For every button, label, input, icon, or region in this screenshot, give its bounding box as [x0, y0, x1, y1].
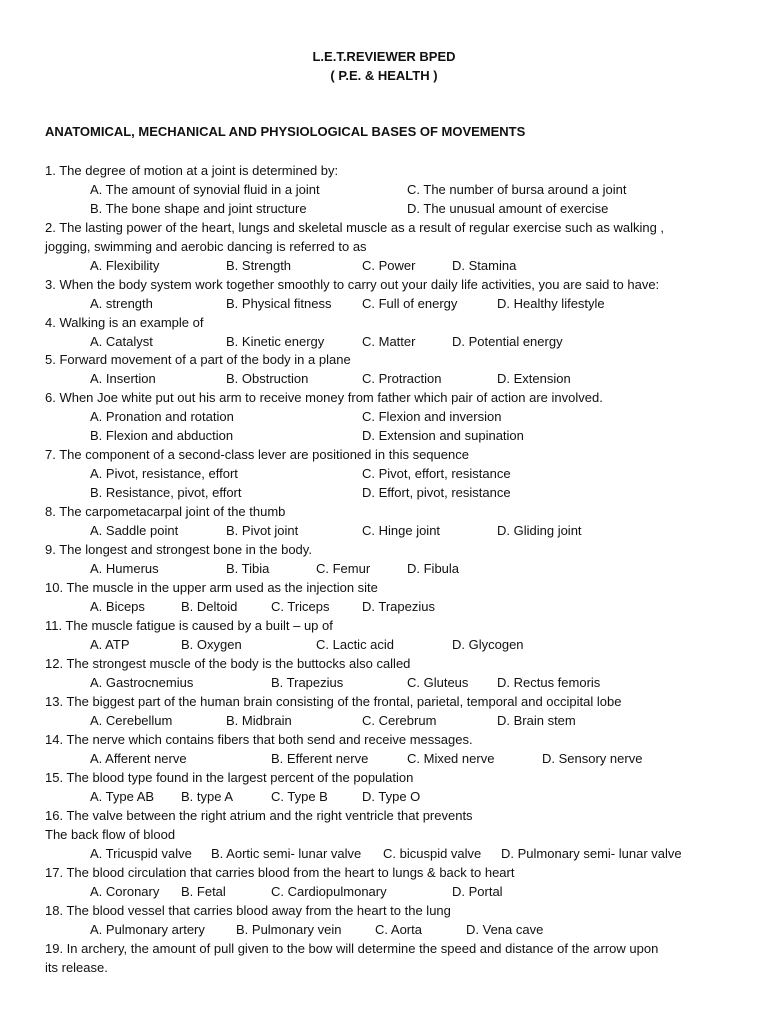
q7-option-a: A. Pivot, resistance, effort — [90, 466, 238, 481]
q12-option-d: D. Rectus femoris — [497, 675, 601, 690]
q18-option-d: D. Vena cave — [466, 922, 544, 937]
q8-option-a: A. Saddle point — [90, 523, 179, 538]
q16-option-b: B. Aortic semi- lunar valve — [211, 846, 362, 861]
q9-option-c: C. Femur — [316, 561, 371, 576]
q4-option-a: A. Catalyst — [90, 334, 153, 349]
q3-option-c: C. Full of energy — [362, 296, 458, 311]
q2-option-d: D. Stamina — [452, 258, 517, 273]
q15-option-c: C. Type B — [271, 789, 328, 804]
question-3: 3. When the body system work together smoothly to carry out your daily life activities, you are said to have: — [45, 277, 660, 292]
q18-option-c: C. Aorta — [375, 922, 422, 937]
question-13: 13. The biggest part of the human brain consisting of the frontal, parietal, temporal and occipital lobe — [45, 694, 622, 709]
q5-option-c: C. Protraction — [362, 371, 442, 386]
q6-option-b: B. Flexion and abduction — [90, 428, 234, 443]
document-subtitle: ( P.E. & HEALTH ) — [330, 68, 438, 83]
q6-option-a: A. Pronation and rotation — [90, 409, 234, 424]
q7-option-c: C. Pivot, effort, resistance — [362, 466, 511, 481]
q17-option-a: A. Coronary — [90, 884, 160, 899]
q12-option-a: A. Gastrocnemius — [90, 675, 194, 690]
q5-option-d: D. Extension — [497, 371, 571, 386]
question-7: 7. The component of a second-class lever are positioned in this sequence — [45, 447, 469, 462]
q6-option-d: D. Extension and supination — [362, 428, 524, 443]
q16-option-d: D. Pulmonary semi- lunar valve — [501, 846, 682, 861]
q15-option-d: D. Type O — [362, 789, 421, 804]
q11-option-d: D. Glycogen — [452, 637, 524, 652]
document-title: L.E.T.REVIEWER BPED — [312, 49, 456, 64]
q9-option-b: B. Tibia — [226, 561, 270, 576]
q15-option-a: A. Type AB — [90, 789, 155, 804]
q13-option-c: C. Cerebrum — [362, 713, 437, 728]
q18-option-b: B. Pulmonary vein — [236, 922, 342, 937]
question-4: 4. Walking is an example of — [45, 315, 204, 330]
q7-option-b: B. Resistance, pivot, effort — [90, 485, 242, 500]
q9-option-d: D. Fibula — [407, 561, 460, 576]
question-19-line-2: its release. — [45, 960, 108, 975]
question-12: 12. The strongest muscle of the body is the buttocks also called — [45, 656, 411, 671]
q12-option-c: C. Gluteus — [407, 675, 469, 690]
q12-option-b: B. Trapezius — [271, 675, 344, 690]
q2-option-c: C. Power — [362, 258, 416, 273]
question-10: 10. The muscle in the upper arm used as the injection site — [45, 580, 378, 595]
q11-option-a: A. ATP — [90, 637, 130, 652]
q14-option-b: B. Efferent nerve — [271, 751, 369, 766]
question-14: 14. The nerve which contains fibers that both send and receive messages. — [45, 732, 473, 747]
q11-option-b: B. Oxygen — [181, 637, 242, 652]
q3-option-b: B. Physical fitness — [226, 296, 332, 311]
question-1: 1. The degree of motion at a joint is determined by: — [45, 163, 339, 178]
q2-option-b: B. Strength — [226, 258, 292, 273]
question-9: 9. The longest and strongest bone in the body. — [45, 542, 312, 557]
q5-option-b: B. Obstruction — [226, 371, 309, 386]
question-2-line-2: jogging, swimming and aerobic dancing is referred to as — [45, 239, 367, 254]
q17-option-b: B. Fetal — [181, 884, 226, 899]
question-19: 19. In archery, the amount of pull given to the bow will determine the speed and distance of the arrow upon — [45, 941, 659, 956]
q14-option-a: A. Afferent nerve — [90, 751, 187, 766]
q9-option-a: A. Humerus — [90, 561, 159, 576]
question-18: 18. The blood vessel that carries blood away from the heart to the lung — [45, 903, 451, 918]
q17-option-c: C. Cardiopulmonary — [271, 884, 387, 899]
q15-option-b: B. type A — [181, 789, 234, 804]
question-17: 17. The blood circulation that carries blood from the heart to lungs & back to heart — [45, 865, 515, 880]
q4-option-c: C. Matter — [362, 334, 416, 349]
q1-option-c: C. The number of bursa around a joint — [407, 182, 627, 197]
question-11: 11. The muscle fatigue is caused by a built – up of — [45, 618, 333, 633]
q4-option-d: D. Potential energy — [452, 334, 563, 349]
question-5: 5. Forward movement of a part of the body in a plane — [45, 352, 351, 367]
q14-option-c: C. Mixed nerve — [407, 751, 495, 766]
q18-option-a: A. Pulmonary artery — [90, 922, 205, 937]
q7-option-d: D. Effort, pivot, resistance — [362, 485, 511, 500]
q13-option-d: D. Brain stem — [497, 713, 576, 728]
q1-option-a: A. The amount of synovial fluid in a joint — [90, 182, 320, 197]
question-16-line-2: The back flow of blood — [45, 827, 176, 842]
question-16: 16. The valve between the right atrium and the right ventricle that prevents — [45, 808, 473, 823]
q6-option-c: C. Flexion and inversion — [362, 409, 502, 424]
q13-option-b: B. Midbrain — [226, 713, 292, 728]
q1-option-b: B. The bone shape and joint structure — [90, 201, 307, 216]
q11-option-c: C. Lactic acid — [316, 637, 395, 652]
q4-option-b: B. Kinetic energy — [226, 334, 325, 349]
q3-option-a: A. strength — [90, 296, 153, 311]
q2-option-a: A. Flexibility — [90, 258, 160, 273]
q8-option-c: C. Hinge joint — [362, 523, 441, 538]
question-8: 8. The carpometacarpal joint of the thumb — [45, 504, 286, 519]
q13-option-a: A. Cerebellum — [90, 713, 173, 728]
q14-option-d: D. Sensory nerve — [542, 751, 643, 766]
q16-option-c: C. bicuspid valve — [383, 846, 482, 861]
q1-option-d: D. The unusual amount of exercise — [407, 201, 609, 216]
q8-option-d: D. Gliding joint — [497, 523, 582, 538]
q17-option-d: D. Portal — [452, 884, 503, 899]
q16-option-a: A. Tricuspid valve — [90, 846, 192, 861]
question-6: 6. When Joe white put out his arm to receive money from father which pair of action are involved. — [45, 390, 603, 405]
q10-option-b: B. Deltoid — [181, 599, 238, 614]
q10-option-c: C. Triceps — [271, 599, 330, 614]
section-title: ANATOMICAL, MECHANICAL AND PHYSIOLOGICAL BASES OF MOVEMENTS — [45, 124, 526, 139]
q5-option-a: A. Insertion — [90, 371, 156, 386]
q8-option-b: B. Pivot joint — [226, 523, 299, 538]
question-2: 2. The lasting power of the heart, lungs and skeletal muscle as a result of regular exercise such as walking , — [45, 220, 665, 235]
q10-option-d: D. Trapezius — [362, 599, 435, 614]
question-15: 15. The blood type found in the largest percent of the population — [45, 770, 414, 785]
q3-option-d: D. Healthy lifestyle — [497, 296, 605, 311]
q10-option-a: A. Biceps — [90, 599, 145, 614]
